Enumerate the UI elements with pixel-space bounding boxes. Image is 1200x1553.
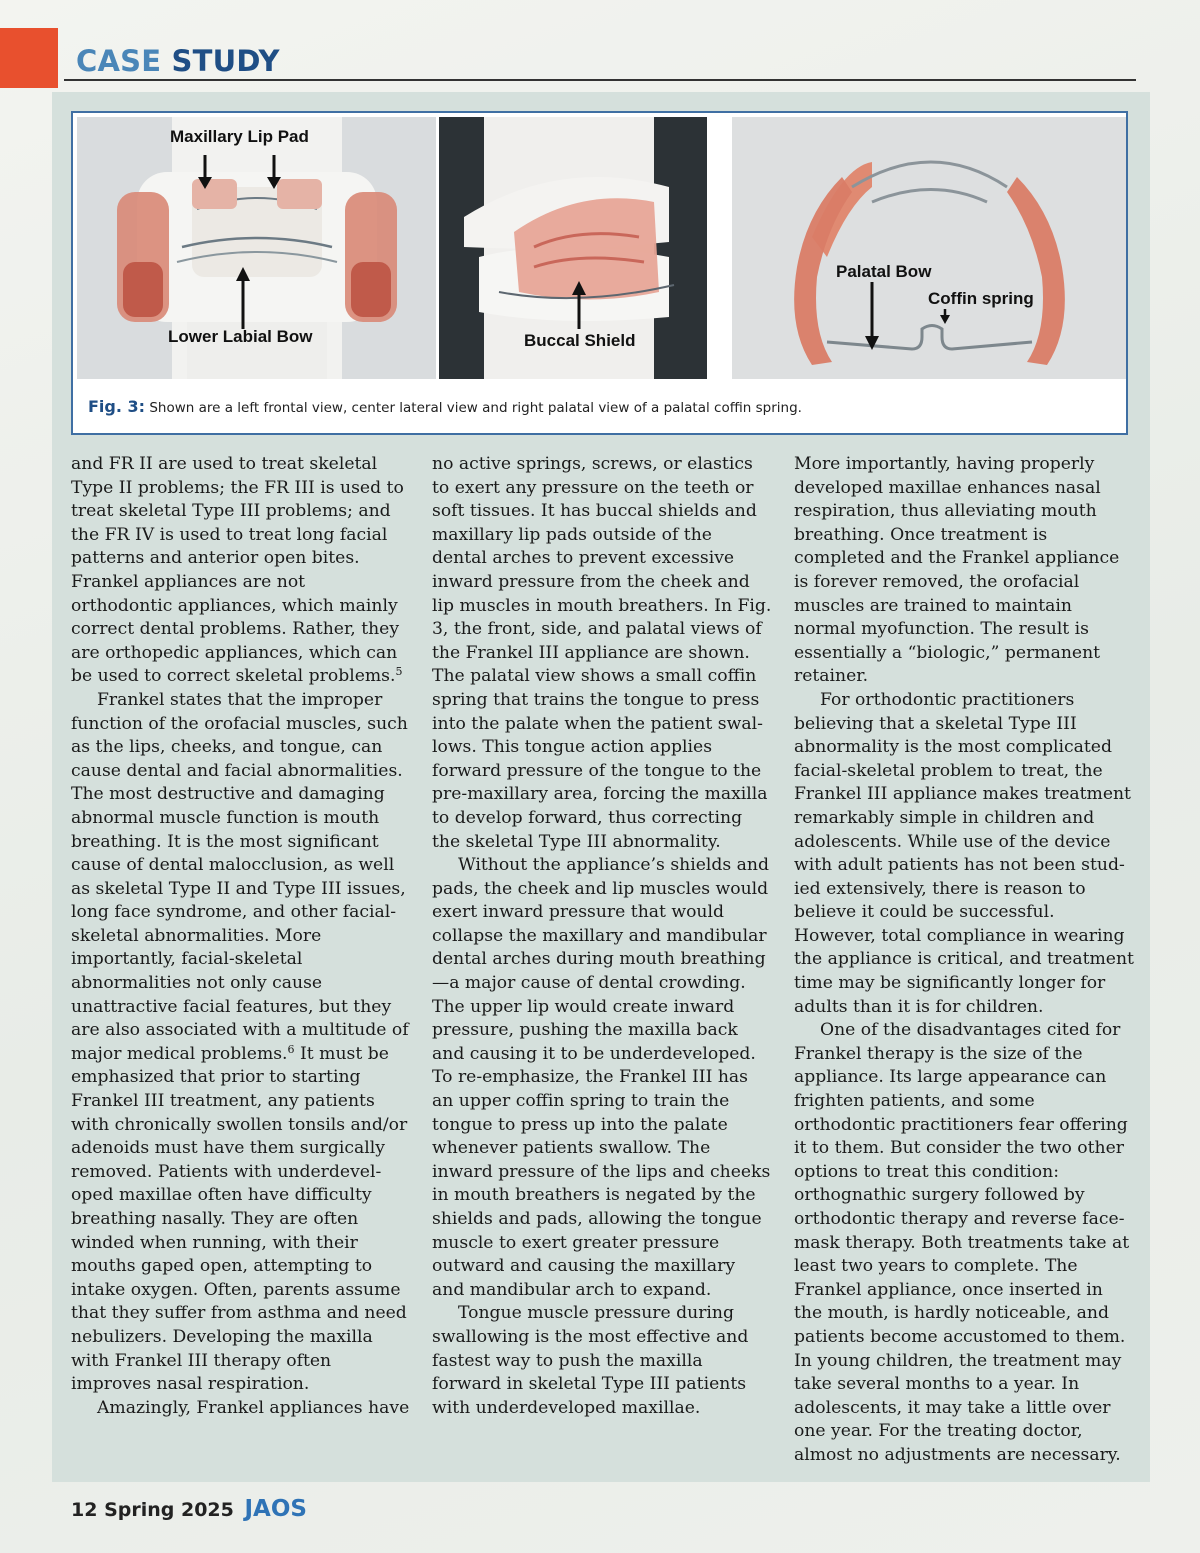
- section-header-word2: STUDY: [171, 44, 280, 78]
- corner-accent-block: [0, 28, 58, 88]
- paragraph-text: Frankel states that the improper function of the orofacial muscles, such as the lips, cheeks, and tongue, can cause dental and facial abnormalities. The most destructive and damaging abnormal muscle function is mouth breathing. It is the most significant cause of dental malocclusion, as well as skeletal Type II and Type III issues, long face syndrome, and other facial-skeletal abnormalities. More importantly, facial-skeletal abnormalities not only cause unattractive facial features, but they are also associated with a multitude of major medical problems.: [71, 689, 409, 1064]
- figure-caption-label: Fig. 3:: [88, 397, 146, 416]
- frontal-view-photo: [77, 117, 436, 379]
- paragraph: Amazingly, Frankel appliances have: [97, 1397, 410, 1418]
- section-header: [76, 44, 280, 78]
- section-header-word1: CASE: [76, 44, 162, 78]
- paragraph: For orthodontic practitioners believing that a skeletal Type III abnormality is the most complicated facial-skeletal problem to treat, the Frankel III appliance makes treatment remarkably simple in children and adolescents. While use of the device with adult patients has not been studied extensively, there is reason to believe it could be successful. However, total compliance in wearing the appliance is critical, and treatment time may be significantly longer for adults than it is for children.: [794, 689, 1134, 1017]
- text-column-1: [71, 453, 411, 1420]
- label-palatal-bow: Palatal Bow: [836, 262, 932, 281]
- journal-name: JAOS: [244, 1496, 307, 1522]
- text-column-3: [794, 453, 1134, 1468]
- figure-caption: [88, 397, 802, 416]
- palatal-view-illustration: [732, 117, 1126, 379]
- issue-date: Spring 2025: [104, 1499, 234, 1521]
- paragraph: [71, 689, 411, 1397]
- paragraph: Tongue muscle pressure during swallowing is the most effective and fastest way to push the maxilla forward in skeletal Type III patients with underdeveloped maxillae.: [432, 1303, 749, 1418]
- figure-caption-text: Shown are a left frontal view, center lateral view and right palatal view of a palatal coffin spring.: [145, 400, 802, 416]
- paragraph: Without the appliance’s shields and pads, the cheek and lip muscles would exert inward pressure that would collapse the maxillary and mandibular dental arches during mouth breathing—a major cause of dental crowding. The upper lip would create inward pressure, pushing the maxilla back and causing it to be underdeveloped. To re-emphasize, the Frankel III has an upper coffin spring to train the tongue to press up into the palate whenever patients swallow. The inward pressure of the lips and cheeks in mouth breathers is negated by the shields and pads, allowing the tongue muscle to exert greater pressure outward and causing the maxillary and mandibular arch to expand.: [432, 855, 771, 1300]
- page-number: 12: [71, 1499, 98, 1521]
- header-rule: [64, 79, 1136, 81]
- paragraph-text: It must be emphasized that prior to starting Frankel III treatment, any patients with chronically swollen tonsils and/or adenoids must have them surgically removed. Patients with underdeveloped maxillae often have difficulty breathing nasally. They are often winded when running, with their mouths gaped open, attempting to intake oxygen. Often, parents assume that they suffer from asthma and need nebulizers. Developing the maxilla with Frankel III therapy often improves nasal respiration.: [71, 1043, 408, 1395]
- footnote-ref: 6: [287, 1042, 295, 1056]
- palatal-view-photo: [732, 117, 1126, 379]
- paragraph: [71, 453, 411, 689]
- lateral-view-photo: [439, 117, 707, 379]
- page-footer: [71, 1496, 307, 1522]
- label-buccal-shield: Buccal Shield: [524, 331, 636, 350]
- label-maxillary-lip-pad: Maxillary Lip Pad: [170, 127, 309, 146]
- figure-3: [71, 111, 1128, 435]
- footnote-ref: 5: [395, 665, 403, 679]
- paragraph: no active springs, screws, or elastics to exert any pressure on the teeth or soft tissues. It has buccal shields and maxillary lip pads outside of the dental arches to prevent excessive inward pressure from the cheek and lip muscles in mouth breathers. In Fig. 3, the front, side, and palatal views of the Frankel III appliance are shown. The palatal view shows a small coffin spring that trains the tongue to press into the palate when the patient swallows. This tongue action applies forward pressure of the tongue to the pre-maxillary area, forcing the maxilla to develop forward, thus correcting the skeletal Type III abnormality.: [432, 454, 772, 852]
- label-lower-labial-bow: Lower Labial Bow: [168, 327, 313, 346]
- label-coffin-spring: Coffin spring: [928, 289, 1034, 308]
- paragraph-text: and FR II are used to treat skeletal Type II problems; the FR III is used to treat skeletal Type III problems; and the FR IV is used to treat long facial patterns and anterior open bites. Frankel appliances are not orthodontic appliances, which mainly correct dental problems. Rather, they are orthopedic appliances, which can be used to correct skeletal problems.: [71, 454, 404, 687]
- paragraph: More importantly, having properly developed maxillae enhances nasal respiration, thus alleviating mouth breathing. Once treatment is completed and the Frankel appliance is forever removed, the orofacial muscles are trained to maintain normal myofunction. The result is essentially a “biologic,” permanent retainer.: [794, 454, 1120, 687]
- paragraph: One of the disadvantages cited for Frankel therapy is the size of the appliance. Its large appearance can frighten patients, and some orthodontic practitioners fear offering it to them. But consider the two other options to treat this condition: orthognathic surgery followed by orthodontic therapy and reverse facemask therapy. Both treatments take at least two years to complete. The Frankel appliance, once inserted in the mouth, is hardly noticeable, and patients become accustomed to them. In young children, the treatment may take several months to a year. In adolescents, it may take a little over one year. For the treating doctor, almost no adjustments are necessary.: [794, 1020, 1130, 1465]
- text-column-2: [432, 453, 772, 1420]
